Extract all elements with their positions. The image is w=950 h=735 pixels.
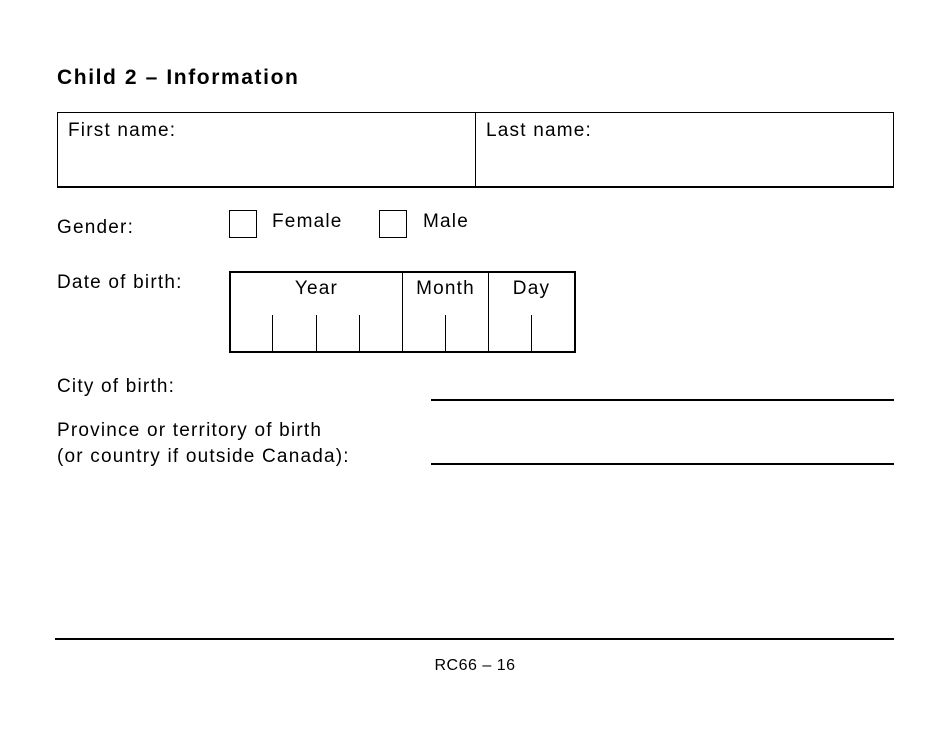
dob-day-digit-tick: [531, 315, 532, 351]
dob-year-digit-tick: [359, 315, 360, 351]
footer-divider: [55, 638, 894, 640]
page-reference: RC66 – 16: [434, 657, 516, 674]
province-of-birth-input-line[interactable]: [431, 463, 894, 465]
name-fields-box: [57, 112, 894, 188]
dob-month-header: Month: [416, 278, 475, 299]
province-of-birth-label-line2: (or country if outside Canada):: [57, 446, 350, 467]
male-option-label: Male: [423, 211, 469, 232]
gender-label: Gender:: [57, 217, 135, 238]
first-name-label: First name:: [68, 120, 177, 141]
female-checkbox[interactable]: [229, 210, 257, 238]
female-option-label: Female: [272, 211, 343, 232]
dob-year-header: Year: [294, 278, 339, 299]
last-name-label: Last name:: [486, 120, 592, 141]
dob-month-digit-tick: [445, 315, 446, 351]
city-of-birth-label: City of birth:: [57, 376, 176, 397]
last-name-field[interactable]: [476, 113, 893, 186]
date-of-birth-label: Date of birth:: [57, 272, 183, 293]
city-of-birth-input-line[interactable]: [431, 399, 894, 401]
dob-year-digit-tick: [272, 315, 273, 351]
male-checkbox[interactable]: [379, 210, 407, 238]
first-name-field[interactable]: [58, 113, 476, 186]
date-of-birth-grid[interactable]: [229, 271, 576, 353]
province-of-birth-label-line1: Province or territory of birth: [57, 420, 323, 441]
dob-day-header: Day: [512, 278, 551, 299]
dob-year-digit-tick: [316, 315, 317, 351]
section-title: Child 2 – Information: [57, 66, 300, 89]
